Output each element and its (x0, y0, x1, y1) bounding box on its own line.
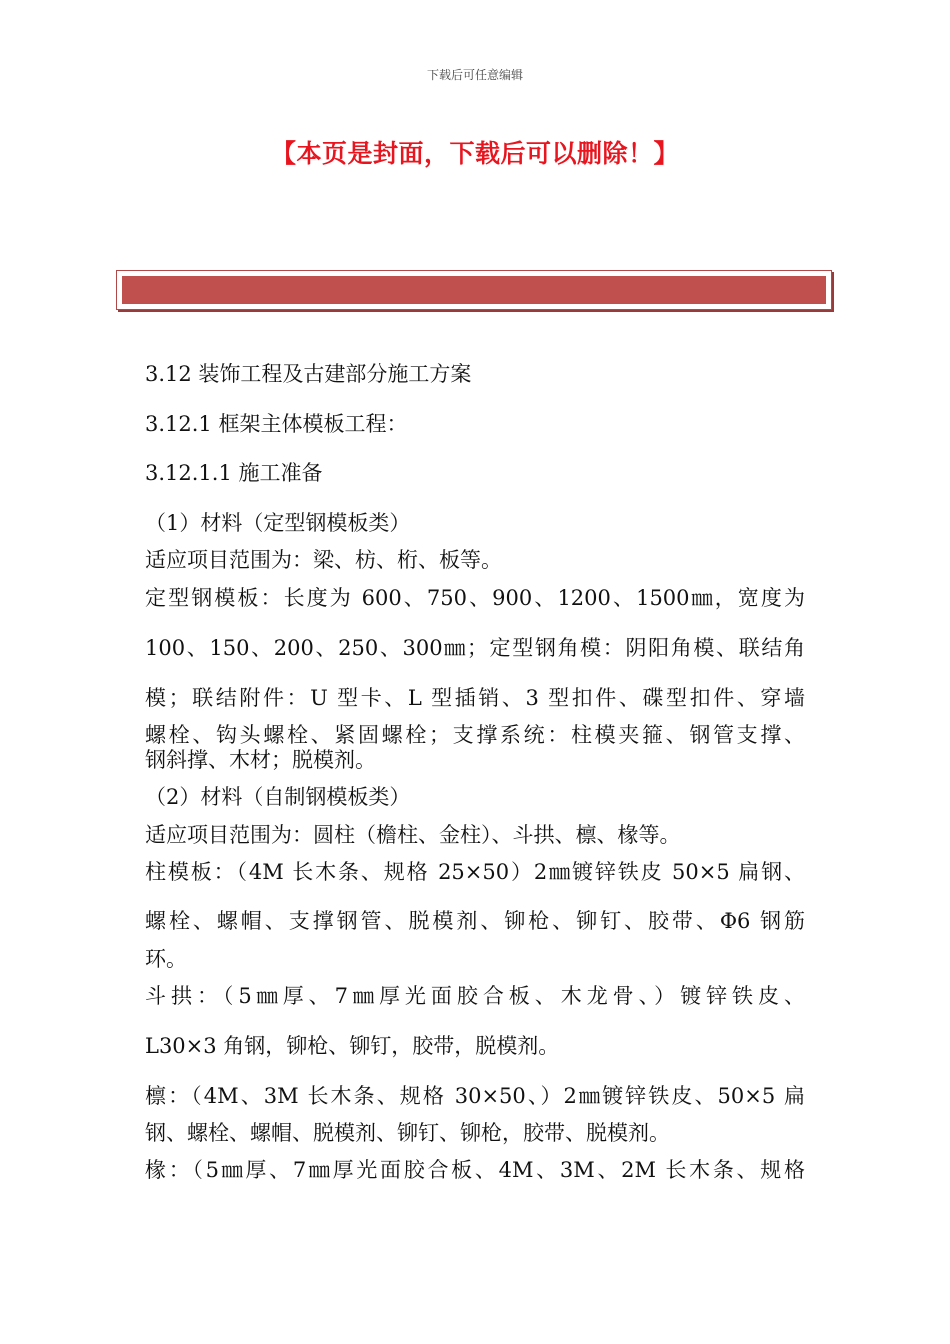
body-line: 定型钢模板：长度为 600、750、900、1200、1500㎜，宽度为 (145, 586, 805, 610)
section-heading-3-12: 3.12 装饰工程及古建部分施工方案 (145, 362, 472, 386)
body-line: 斗拱：（5㎜厚、7㎜厚光面胶合板、木龙骨、）镀锌铁皮、 (145, 984, 805, 1008)
section-heading-3-12-1: 3.12.1 框架主体模板工程： (145, 412, 408, 436)
header-note: 下载后可任意编辑 (426, 68, 523, 82)
body-line: 檩：（4M、3M 长木条、规格 30×50、）2㎜镀锌铁皮、50×5 扁 (145, 1084, 805, 1108)
body-line: 螺栓、钩头螺栓、紧固螺栓；支撑系统：柱模夹箍、钢管支撑、 (145, 723, 805, 747)
body-line: 100、150、200、250、300㎜；定型钢角模：阴阳角模、联结角 (145, 636, 805, 660)
body-line: 模；联结附件：U 型卡、L 型插销、3 型扣件、碟型扣件、穿墙 (145, 686, 805, 710)
section-heading-3-12-1-1: 3.12.1.1 施工准备 (145, 461, 323, 485)
body-line: 钢、螺栓、螺帽、脱模剂、铆钉、铆枪，胶带、脱模剂。 (145, 1121, 670, 1145)
decorative-banner (116, 270, 832, 310)
body-line: 适应项目范围为：圆柱（檐柱、金柱）、斗拱、檩、椽等。 (145, 823, 681, 847)
body-line: （2）材料（自制钢模板类） (145, 785, 411, 809)
body-line: L30×3 角钢，铆枪、铆钉，胶带，脱模剂。 (145, 1034, 560, 1058)
body-line: 椽：（5㎜厚、7㎜厚光面胶合板、4M、3M、2M 长木条、规格 (145, 1158, 805, 1182)
banner-bar (122, 276, 826, 304)
body-line: 适应项目范围为：梁、枋、桁、板等。 (145, 548, 502, 572)
cover-notice: 【本页是封面，下载后可以删除！】 (270, 139, 679, 168)
body-line: 环。 (145, 947, 187, 971)
body-line: （1）材料（定型钢模板类） (145, 511, 411, 535)
body-line: 柱模板：（4M 长木条、规格 25×50）2㎜镀锌铁皮 50×5 扁钢、 (145, 860, 805, 884)
body-line: 螺栓、螺帽、支撑钢管、脱模剂、铆枪、铆钉、胶带、Φ6 钢筋 (145, 909, 805, 933)
body-line: 钢斜撑、木材；脱模剂。 (145, 748, 376, 772)
